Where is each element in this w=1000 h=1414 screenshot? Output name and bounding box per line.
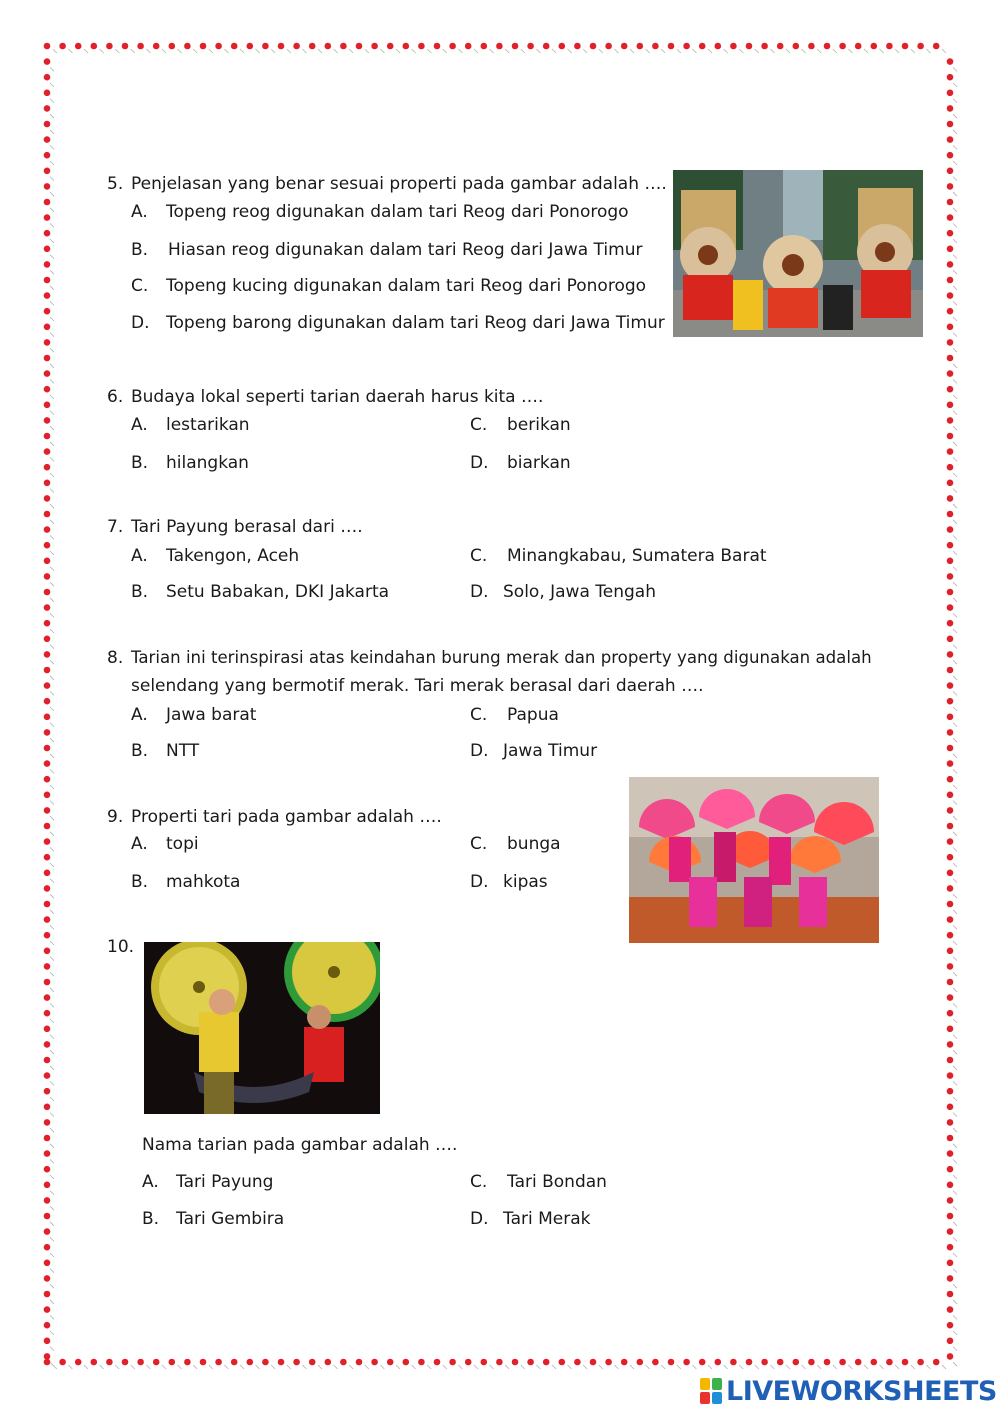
q9-number: 9. — [107, 807, 124, 827]
q9-option-d: kipas — [503, 872, 548, 892]
fan-dance-photo — [629, 777, 879, 943]
liveworksheets-logo-icon — [700, 1378, 722, 1404]
q6-option-d: biarkan — [507, 453, 571, 473]
q5-option-c: Topeng kucing digunakan dalam tari Reog dari Ponorogo — [166, 276, 647, 296]
q5-option-d-letter: D. — [131, 313, 150, 333]
q7-option-a: Takengon, Aceh — [166, 546, 300, 566]
q8-option-a-letter: A. — [131, 705, 148, 725]
liveworksheets-wordmark: LIVEWORKSHEETS — [726, 1375, 997, 1407]
q8-option-b-letter: B. — [131, 741, 149, 761]
q7-number: 7. — [107, 517, 124, 537]
q10-option-c-letter: C. — [470, 1172, 488, 1192]
q7-option-b-letter: B. — [131, 582, 149, 602]
q7-option-c-letter: C. — [470, 546, 488, 566]
q10-option-a-letter: A. — [142, 1172, 159, 1192]
q7-option-a-letter: A. — [131, 546, 148, 566]
q8-option-d: Jawa Timur — [503, 741, 598, 761]
q10-option-c: Tari Bondan — [507, 1172, 607, 1192]
q5-option-b-letter: B. — [131, 240, 149, 260]
q8-option-b: NTT — [166, 741, 200, 761]
q6-number: 6. — [107, 387, 124, 407]
q6-option-b: hilangkan — [166, 453, 249, 473]
umbrella-dance-photo — [144, 942, 380, 1114]
q10-question: Nama tarian pada gambar adalah …. — [142, 1135, 458, 1155]
q5-option-d: Topeng barong digunakan dalam tari Reog dari Jawa Timur — [166, 313, 665, 333]
q9-question: Properti tari pada gambar adalah …. — [131, 807, 442, 827]
q6-option-c: berikan — [507, 415, 571, 435]
q5-option-c-letter: C. — [131, 276, 149, 296]
q8-option-a: Jawa barat — [166, 705, 257, 725]
q9-option-a: topi — [166, 834, 199, 854]
q8-question-line1: Tarian ini terinspirasi atas keindahan burung merak dan property yang digunakan adalah — [131, 648, 872, 667]
q8-option-d-letter: D. — [470, 741, 489, 761]
q10-option-d: Tari Merak — [503, 1209, 591, 1229]
q8-option-c: Papua — [507, 705, 559, 725]
q6-option-a-letter: A. — [131, 415, 148, 435]
q8-question-line2: selendang yang bermotif merak. Tari merak berasal dari daerah …. — [131, 676, 704, 696]
q5-option-a-letter: A. — [131, 202, 148, 222]
q7-option-b: Setu Babakan, DKI Jakarta — [166, 582, 390, 602]
q6-option-d-letter: D. — [470, 453, 489, 473]
q10-option-b-letter: B. — [142, 1209, 160, 1229]
q10-option-d-letter: D. — [470, 1209, 489, 1229]
q10-option-b: Tari Gembira — [176, 1209, 285, 1229]
q7-option-d-letter: D. — [470, 582, 489, 602]
q5-number: 5. — [107, 174, 124, 194]
q9-option-c-letter: C. — [470, 834, 488, 854]
q5-option-b: Hiasan reog digunakan dalam tari Reog dari Jawa Timur — [168, 240, 643, 260]
q8-number: 8. — [107, 648, 124, 668]
q9-option-a-letter: A. — [131, 834, 148, 854]
q7-option-d: Solo, Jawa Tengah — [503, 582, 656, 602]
liveworksheets-brand[interactable] — [700, 1374, 997, 1408]
q6-option-b-letter: B. — [131, 453, 149, 473]
q5-option-a: Topeng reog digunakan dalam tari Reog dari Ponorogo — [166, 202, 629, 222]
q8-option-c-letter: C. — [470, 705, 488, 725]
q9-option-c: bunga — [507, 834, 561, 854]
q10-option-a: Tari Payung — [176, 1172, 274, 1192]
q5-question: Penjelasan yang benar sesuai properti pada gambar adalah …. — [131, 174, 667, 194]
q6-option-a: lestarikan — [166, 415, 250, 435]
q6-option-c-letter: C. — [470, 415, 488, 435]
q10-number: 10. — [107, 937, 135, 957]
q9-option-d-letter: D. — [470, 872, 489, 892]
q9-option-b: mahkota — [166, 872, 241, 892]
reog-dance-photo — [673, 170, 923, 337]
q9-option-b-letter: B. — [131, 872, 149, 892]
q7-question: Tari Payung berasal dari …. — [131, 517, 363, 537]
q7-option-c: Minangkabau, Sumatera Barat — [507, 546, 767, 566]
q6-question: Budaya lokal seperti tarian daerah harus kita …. — [131, 387, 544, 407]
